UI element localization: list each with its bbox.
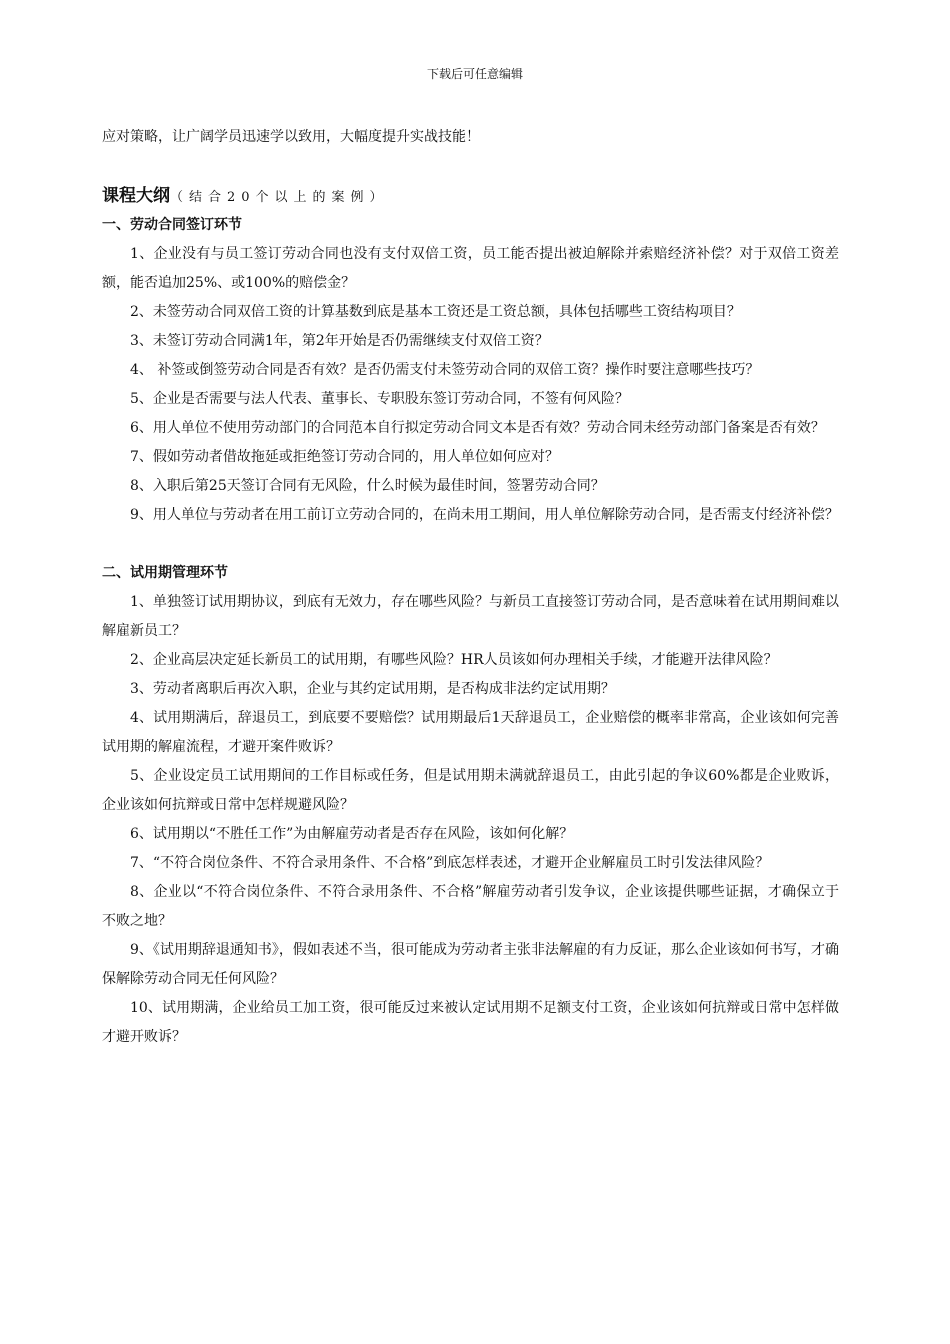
list-item: 6、用人单位不使用劳动部门的合同范本自行拟定劳动合同文本是否有效？劳动合同未经劳动部门备案是否有效？ [130, 420, 825, 436]
list-item: 3、未签订劳动合同满1年，第2年开始是否仍需继续支付双倍工资？ [130, 333, 549, 349]
list-item: 3、劳动者离职后再次入职，企业与其约定试用期，是否构成非法约定试用期？ [130, 681, 615, 697]
outline-heading [102, 181, 839, 211]
intro-paragraph: 应对策略，让广阔学员迅速学以致用，大幅度提升实战技能！ [102, 129, 480, 145]
list-item: 5、企业设定员工试用期间的工作目标或任务，但是试用期未满就辞退员工，由此引起的争议60%都是企业败诉，企业该如何抗辩或日常中怎样规避风险？ [102, 768, 839, 813]
list-item: 4、试用期满后，辞退员工，到底要不要赔偿？试用期最后1天辞退员工，企业赔偿的概率非常高，企业该如何完善试用期的解雇流程，才避开案件败诉？ [102, 710, 839, 755]
list-item: 6、试用期以“不胜任工作”为由解雇劳动者是否存在风险，该如何化解？ [130, 826, 574, 842]
list-item: 7、假如劳动者借故拖延或拒绝签订劳动合同的，用人单位如何应对？ [130, 449, 559, 465]
page-header-note: 下载后可任意编辑 [426, 67, 523, 81]
list-item: 5、企业是否需要与法人代表、董事长、专职股东签订劳动合同，不签有何风险？ [130, 391, 629, 407]
list-item: 1、企业没有与员工签订劳动合同也没有支付双倍工资，员工能否提出被迫解除并索赔经济补偿？对于双倍工资差额，能否追加25%、或100%的赔偿金？ [102, 246, 839, 291]
list-item: 4、 补签或倒签劳动合同是否有效？是否仍需支付未签劳动合同的双倍工资？操作时要注意哪些技巧？ [130, 362, 760, 378]
list-item: 8、企业以“不符合岗位条件、不符合录用条件、不合格”解雇劳动者引发争议，企业该提供哪些证据，才确保立于不败之地？ [102, 884, 839, 929]
section-spacer [102, 530, 839, 559]
list-item: 10、试用期满，企业给员工加工资，很可能反过来被认定试用期不足额支付工资，企业该如何抗辩或日常中怎样做才避开败诉？ [102, 1000, 839, 1045]
outline-title: 课程大纲 [102, 186, 170, 206]
list-item: 2、未签劳动合同双倍工资的计算基数到底是基本工资还是工资总额，具体包括哪些工资结构项目？ [130, 304, 741, 320]
list-item: 9、《试用期辞退通知书》，假如表述不当，很可能成为劳动者主张非法解雇的有力反证，那么企业该如何书写，才确保解除劳动合同无任何风险？ [102, 942, 839, 987]
section-title-probation: 二、试用期管理环节 [102, 565, 228, 581]
list-item: 7、“不符合岗位条件、不符合录用条件、不合格”到底怎样表述，才避开企业解雇员工时引发法律风险？ [130, 855, 770, 871]
list-item: 8、入职后第25天签订合同有无风险，什么时候为最佳时间，签署劳动合同？ [130, 478, 605, 494]
list-item: 2、企业高层决定延长新员工的试用期，有哪些风险？HR人员该如何办理相关手续，才能避开法律风险？ [130, 652, 778, 668]
section-title-contract-signing: 一、劳动合同签订环节 [102, 217, 242, 233]
list-item: 1、单独签订试用期协议，到底有无效力，存在哪些风险？与新员工直接签订劳动合同，是否意味着在试用期间难以解雇新员工？ [102, 594, 839, 639]
document-body [102, 123, 839, 1052]
outline-subtitle: （结合20个以上的案例） [170, 190, 389, 205]
list-item: 9、用人单位与劳动者在用工前订立劳动合同的，在尚未用工期间，用人单位解除劳动合同，是否需支付经济补偿？ [130, 507, 839, 523]
